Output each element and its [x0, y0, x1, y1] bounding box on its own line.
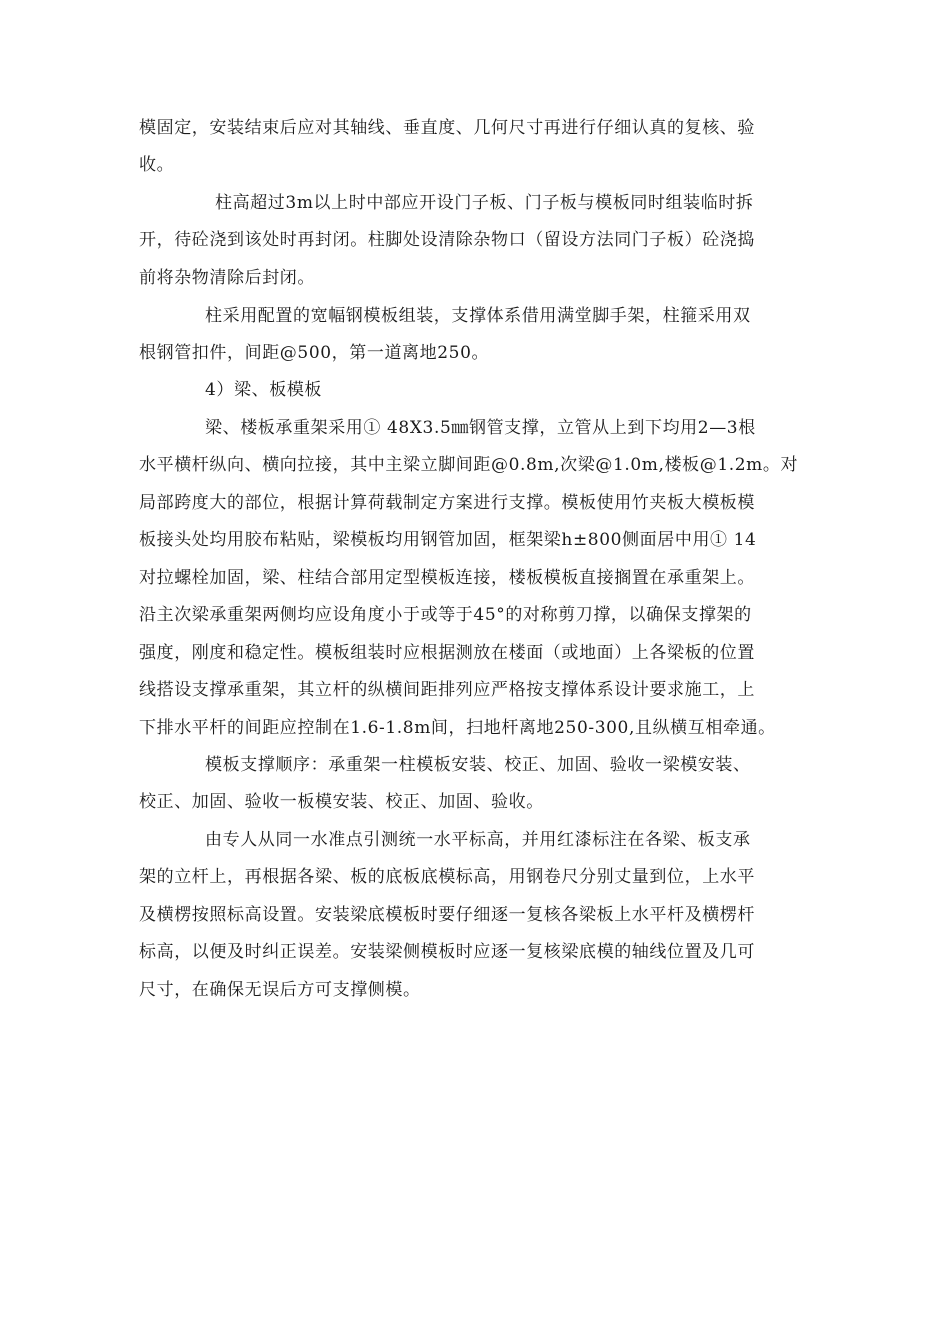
- text-line: 根钢管扣件，间距@500，第一道离地250。: [139, 343, 490, 363]
- text-line: 尺寸，在确保无误后方可支撑侧模。: [139, 980, 421, 1000]
- text-line: 沿主次梁承重架两侧均应设角度小于或等于45°的对称剪刀撑，以确保支撑架的: [139, 605, 752, 625]
- text-line: 开，待砼浇到该处时再封闭。柱脚处设清除杂物口（留设方法同门子板）砼浇捣: [139, 230, 755, 250]
- text-line: 板接头处均用胶布粘贴，梁模板均用钢管加固，框架梁h±800侧面居中用① 14: [139, 530, 757, 550]
- text-line: 线搭设支撑承重架，其立杆的纵横间距排列应严格按支撑体系设计要求施工，上: [139, 680, 755, 700]
- text-line: 收。: [139, 155, 175, 175]
- text-line: 模板支撑顺序：承重架一柱模板安装、校正、加固、验收一梁模安装、: [205, 755, 751, 775]
- text-line: 前将杂物清除后封闭。: [139, 268, 315, 288]
- text-line: 架的立杆上，再根据各梁、板的底板底模标高，用钢卷尺分别丈量到位，上水平: [139, 867, 755, 887]
- text-line: 强度，刚度和稳定性。模板组装时应根据测放在楼面（或地面）上各梁板的位置: [139, 643, 755, 663]
- text-line: 局部跨度大的部位，根据计算荷载制定方案进行支撑。模板使用竹夹板大模板模: [139, 493, 755, 513]
- text-line: 梁、楼板承重架采用① 48X3.5㎜钢管支撑，立管从上到下均用2—3根: [205, 418, 756, 438]
- text-line: 标高，以便及时纠正误差。安装梁侧模板时应逐一复核梁底模的轴线位置及几可: [139, 942, 755, 962]
- section-heading: 4）梁、板模板: [205, 380, 323, 400]
- text-line: 柱采用配置的宽幅钢模板组装，支撑体系借用满堂脚手架，柱箍采用双: [205, 306, 751, 326]
- text-line: 柱高超过3m以上时中部应开设门子板、门子板与模板同时组装临时拆: [215, 193, 754, 213]
- text-line: 对拉螺栓加固，梁、柱结合部用定型模板连接，楼板模板直接搁置在承重架上。: [139, 568, 755, 588]
- text-line: 模固定，安装结束后应对其轴线、垂直度、几何尺寸再进行仔细认真的复核、验: [139, 118, 755, 138]
- text-line: 由专人从同一水准点引测统一水平标高，并用红漆标注在各梁、板支承: [205, 830, 751, 850]
- text-line: 下排水平杆的间距应控制在1.6-1.8m间，扫地杆离地250-300,且纵横互相牵通。: [139, 718, 776, 738]
- text-line: 及横楞按照标高设置。安装梁底模板时要仔细逐一复核各梁板上水平杆及横楞杆: [139, 905, 755, 925]
- text-line: 水平横杆纵向、横向拉接，其中主梁立脚间距@0.8m,次梁@1.0m,楼板@1.2m。对: [139, 455, 799, 475]
- text-line: 校正、加固、验收一板模安装、校正、加固、验收。: [139, 792, 544, 812]
